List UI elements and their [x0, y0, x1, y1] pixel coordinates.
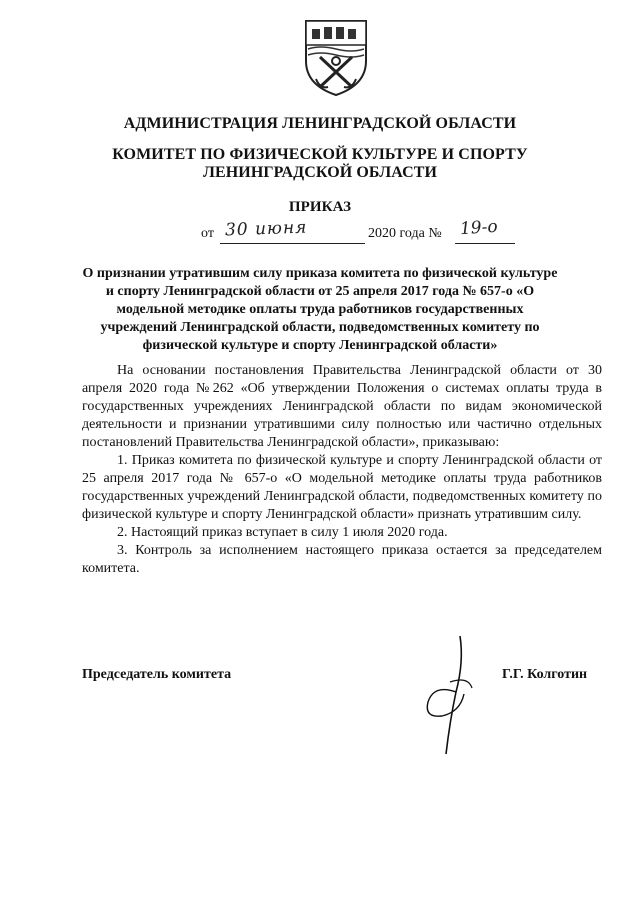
subject-line: и спорту Ленинградской области от 25 апреля 2017 года № 657-о «О: [105, 284, 535, 299]
handwritten-signature-icon: [420, 632, 480, 762]
order-item-3: 3. Контроль за исполнением настоящего приказа остается за председателем комитета.: [82, 543, 602, 576]
handwritten-order-number: 19-о: [459, 216, 499, 240]
subject-line: физической культуре и спорту Ленинградской области»: [142, 338, 498, 353]
order-dateline: [0, 216, 640, 245]
leningrad-oblast-coat-of-arms-icon: [300, 15, 372, 99]
year-text: 2020 года №: [368, 226, 442, 241]
committee-heading-line1: КОМИТЕТ ПО ФИЗИЧЕСКОЙ КУЛЬТУРЕ И СПОРТУ: [112, 146, 528, 163]
date-prefix: от: [201, 226, 214, 241]
subject-line: модельной методике оплаты труда работников государственных: [116, 302, 524, 317]
order-item-1: 1. Приказ комитета по физической культуре и спорту Ленинградской области от 25 апреля 2017 года № 657-о «О модельной методике оплаты труда работников государственных учреждений Ленинградской области, подведомственных комитету по физической культуре и спорту Ленинградской области» признать утратившим силу.: [82, 453, 602, 522]
preamble-paragraph: На основании постановления Правительства Ленинградской области от 30 апреля 2020 года №262 «Об утверждении Положения о системах оплаты труда в государственных учреждениях Ленинградской области по видам экономической деятельности и признании утратившими силу полностью или частично отдельных постановлений Правительства Ленинградской области», приказываю:: [82, 363, 602, 450]
order-item-2: 2. Настоящий приказ вступает в силу 1 июля 2020 года.: [117, 525, 448, 540]
signer-name: Г.Г. Колготин: [502, 667, 588, 682]
committee-heading: [0, 146, 640, 182]
subject-line: О признании утратившим силу приказа комитета по физической культуре: [82, 266, 558, 281]
handwritten-date: 30 июня: [224, 217, 308, 241]
order-subject: [60, 265, 580, 355]
order-body: [82, 362, 602, 578]
order-title: ПРИКАЗ: [288, 199, 352, 215]
committee-heading-line2: ЛЕНИНГРАДСКОЙ ОБЛАСТИ: [202, 164, 438, 181]
subject-line: учреждений Ленинградской области, подведомственных комитету по: [100, 320, 540, 335]
signer-role: Председатель комитета: [82, 667, 232, 682]
administration-heading: АДМИНИСТРАЦИЯ ЛЕНИНГРАДСКОЙ ОБЛАСТИ: [123, 115, 517, 132]
